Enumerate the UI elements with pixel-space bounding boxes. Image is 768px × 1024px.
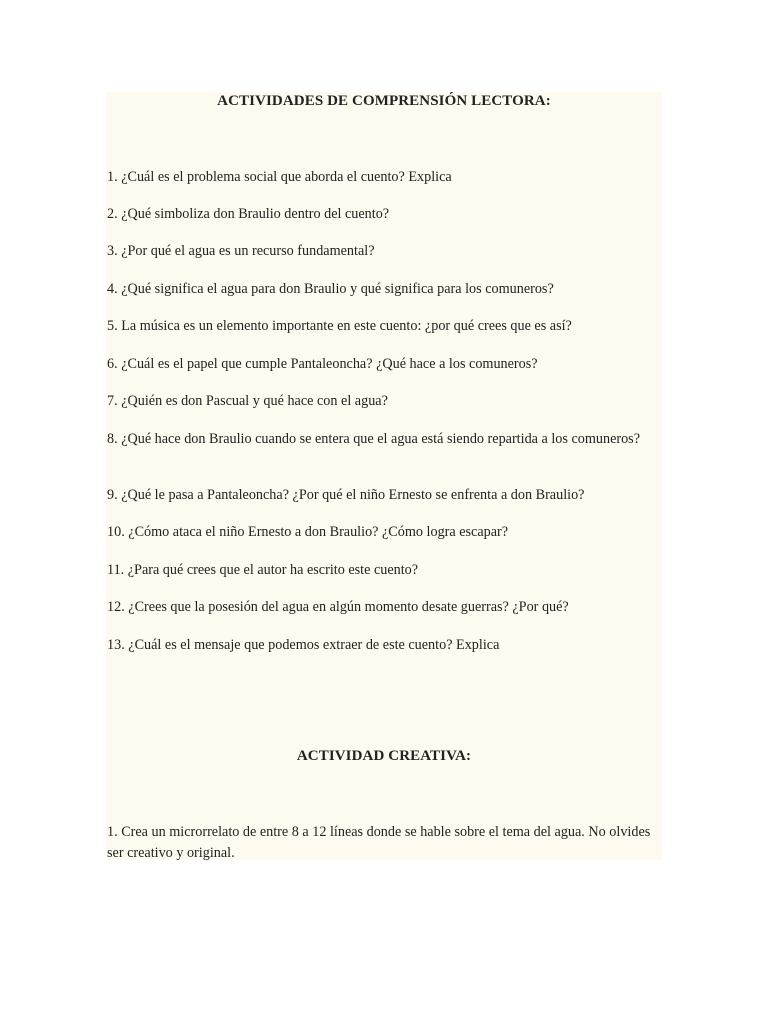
question-10: 10. ¿Cómo ataca el niño Ernesto a don Braulio? ¿Cómo logra escapar? (107, 524, 509, 540)
question-2: 2. ¿Qué simboliza don Braulio dentro del cuento? (107, 206, 390, 222)
question-5: 5. La música es un elemento importante en este cuento: ¿por qué crees que es así? (107, 318, 572, 334)
question-4: 4. ¿Qué significa el agua para don Braulio y qué significa para los comuneros? (107, 281, 554, 297)
question-7: 7. ¿Quién es don Pascual y qué hace con el agua? (107, 393, 388, 409)
document-page (106, 92, 662, 860)
question-11: 11. ¿Para qué crees que el autor ha escrito este cuento? (107, 562, 419, 578)
creative-activity-1: 1. Crea un microrrelato de entre 8 a 12 líneas donde se hable sobre el tema del agua. No olvides ser creativo y original. (107, 824, 651, 861)
question-13: 13. ¿Cuál es el mensaje que podemos extraer de este cuento? Explica (107, 637, 500, 653)
question-12: 12. ¿Crees que la posesión del agua en algún momento desate guerras? ¿Por qué? (107, 599, 569, 615)
question-8: 8. ¿Qué hace don Braulio cuando se entera que el agua está siendo repartida a los comuneros? (107, 431, 641, 447)
question-6: 6. ¿Cuál es el papel que cumple Pantaleoncha? ¿Qué hace a los comuneros? (107, 356, 538, 372)
section-title-comprension: ACTIVIDADES DE COMPRENSIÓN LECTORA: (217, 93, 551, 109)
section-title-creativa: ACTIVIDAD CREATIVA: (296, 748, 472, 764)
question-1: 1. ¿Cuál es el problema social que aborda el cuento? Explica (107, 169, 452, 185)
question-3: 3. ¿Por qué el agua es un recurso fundamental? (107, 243, 375, 259)
question-9: 9. ¿Qué le pasa a Pantaleoncha? ¿Por qué el niño Ernesto se enfrenta a don Braulio? (107, 487, 585, 503)
